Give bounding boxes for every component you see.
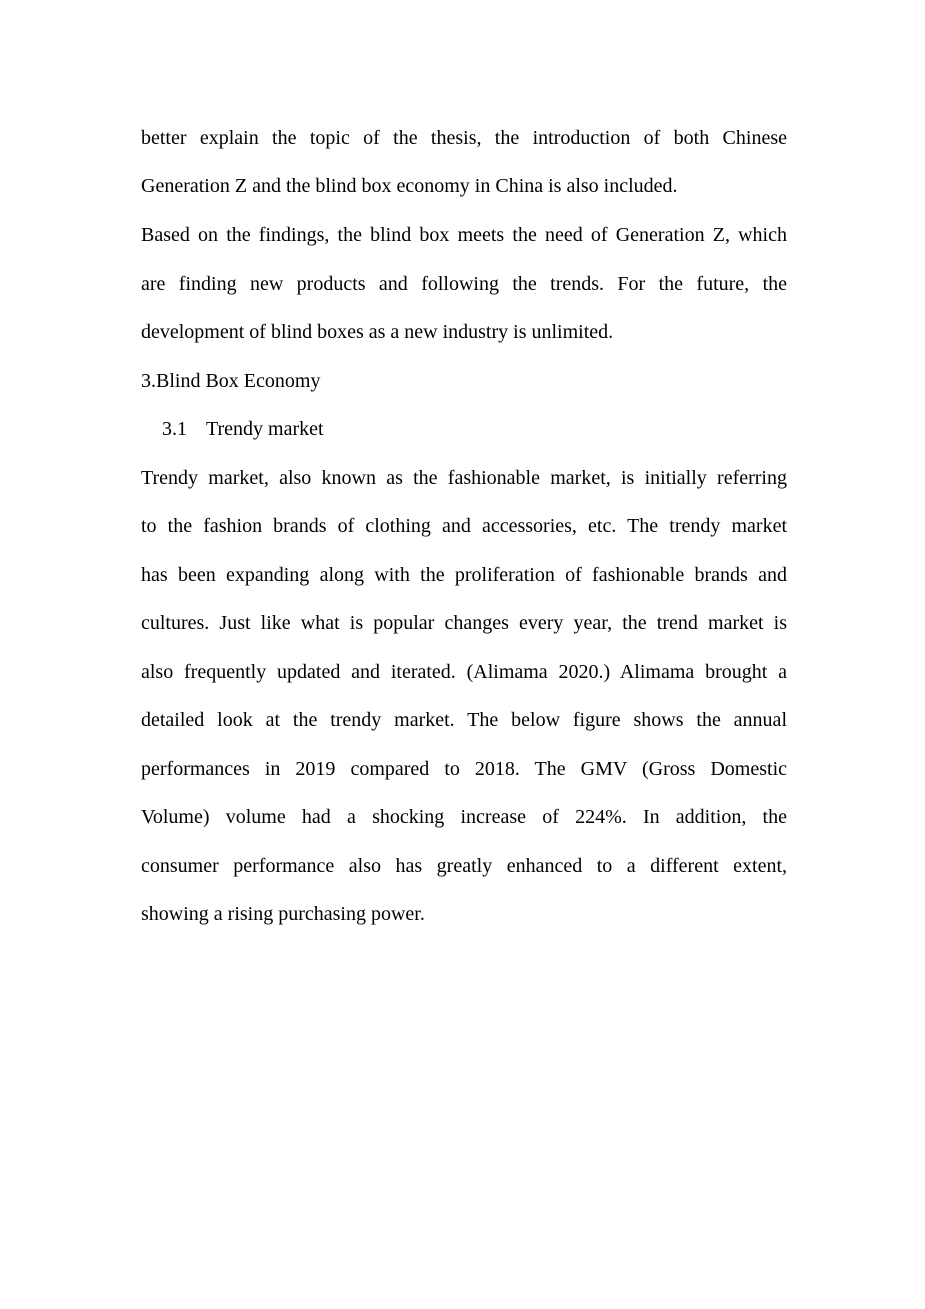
text-line: showing a rising purchasing power. bbox=[141, 903, 425, 925]
text-line: to the fashion brands of clothing and accessories, etc. The trendy market bbox=[141, 515, 787, 537]
text-line: development of blind boxes as a new industry is unlimited. bbox=[141, 321, 614, 343]
text-line: Volume) volume had a shocking increase of 224%. In addition, the bbox=[141, 806, 787, 828]
text-line: Trendy market, also known as the fashionable market, is initially referring bbox=[141, 467, 787, 489]
text-line: also frequently updated and iterated. (Alimama 2020.) Alimama brought a bbox=[141, 661, 787, 683]
subsection-number: 3.1 bbox=[162, 418, 187, 440]
section-heading: 3.Blind Box Economy bbox=[141, 370, 321, 392]
text-line: Generation Z and the blind box economy in China is also included. bbox=[141, 175, 678, 197]
text-line: Based on the findings, the blind box meets the need of Generation Z, which bbox=[141, 224, 787, 246]
text-line: are finding new products and following the trends. For the future, the bbox=[141, 273, 787, 295]
subsection-title: Trendy market bbox=[206, 418, 324, 440]
subsection-heading bbox=[162, 417, 808, 441]
text-line: cultures. Just like what is popular changes every year, the trend market is bbox=[141, 612, 787, 634]
text-line: better explain the topic of the thesis, the introduction of both Chinese bbox=[141, 127, 787, 149]
text-line: has been expanding along with the proliferation of fashionable brands and bbox=[141, 564, 787, 586]
text-line: consumer performance also has greatly enhanced to a different extent, bbox=[141, 855, 787, 877]
text-line: performances in 2019 compared to 2018. The GMV (Gross Domestic bbox=[141, 758, 787, 780]
text-line: detailed look at the trendy market. The below figure shows the annual bbox=[141, 709, 787, 731]
